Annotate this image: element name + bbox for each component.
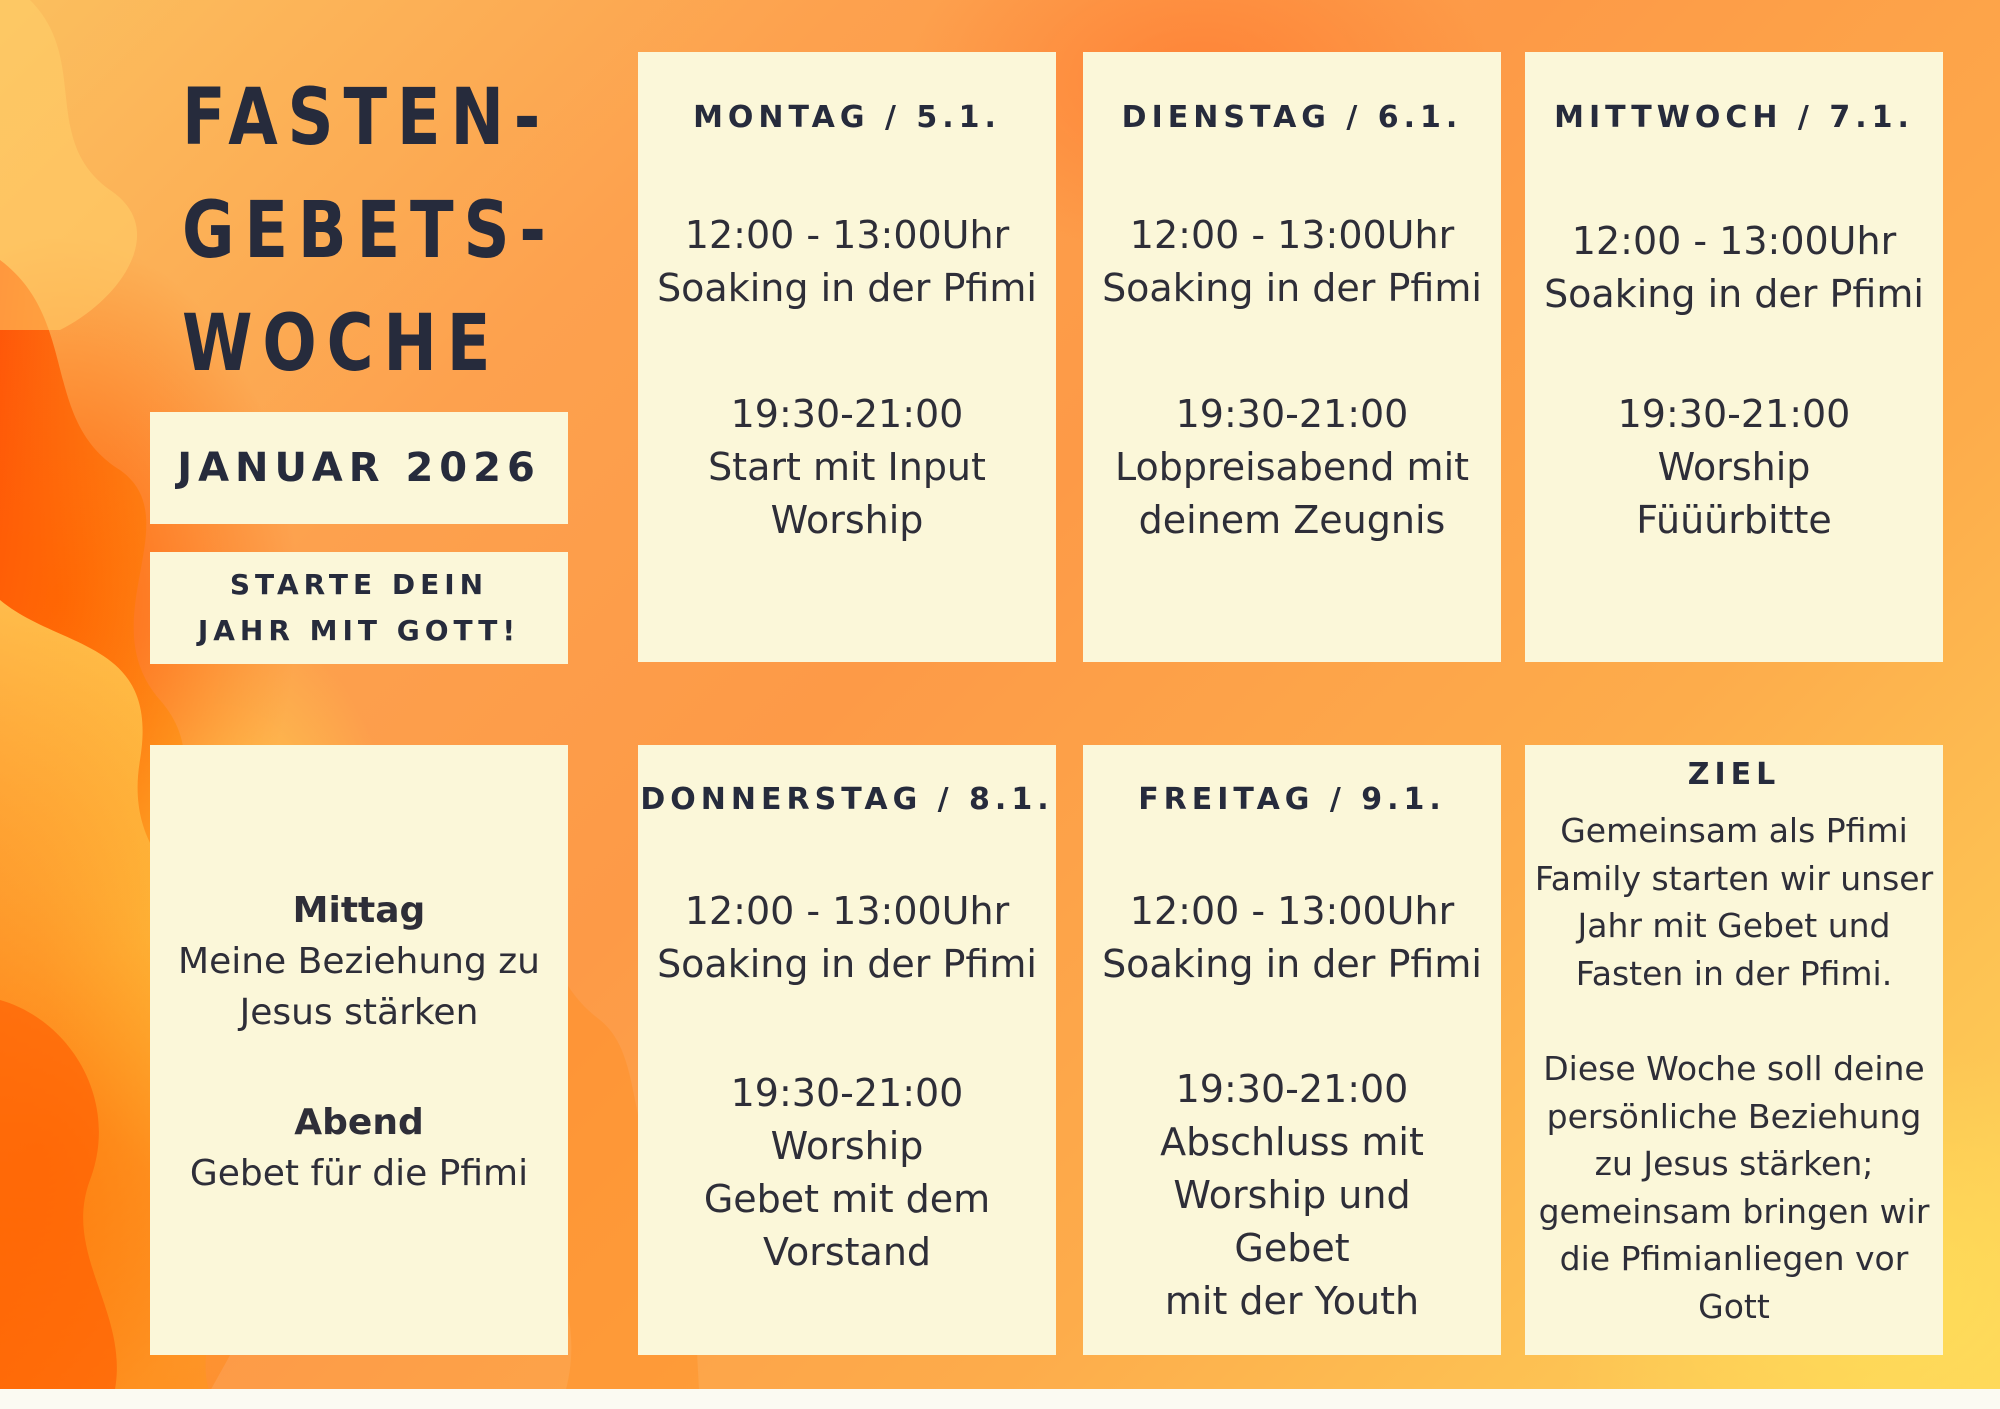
midday-text: Meine Beziehung zu	[178, 941, 540, 982]
title-line-3: WOCHE	[182, 299, 501, 389]
goal-header: ZIEL	[1687, 757, 1781, 792]
evening-line: mit der Youth	[1164, 1279, 1420, 1323]
noon-block	[638, 885, 1056, 991]
evening-line: Gebet mit dem	[703, 1177, 991, 1221]
goal-line: persönliche Beziehung	[1546, 1096, 1922, 1136]
evening-line: Worship und	[1173, 1173, 1411, 1217]
evening-line: Füüürbitte	[1636, 498, 1832, 542]
evening-line: Vorstand	[762, 1230, 932, 1274]
evening-focus	[150, 1097, 568, 1199]
noon-activity: Soaking in der Pfimi	[1102, 942, 1482, 986]
evening-line: deinem Zeugnis	[1138, 498, 1446, 542]
goal-line: Gott	[1698, 1286, 1770, 1326]
noon-time: 12:00 - 13:00Uhr	[684, 213, 1010, 257]
goal-line: zu Jesus stärken;	[1594, 1144, 1874, 1183]
page-title	[182, 62, 556, 401]
evening-line: Worship	[1657, 445, 1811, 489]
evening-line: Gebet	[1234, 1226, 1350, 1270]
day-header: DIENSTAG / 6.1.	[1121, 100, 1463, 135]
day-header: DONNERSTAG / 8.1.	[640, 782, 1054, 817]
title-line-2: GEBETS-	[182, 186, 556, 276]
title-line-1: FASTEN-	[182, 73, 551, 163]
noon-activity: Soaking in der Pfimi	[657, 266, 1037, 310]
slogan-box	[150, 552, 568, 664]
day-header: MITTWOCH / 7.1.	[1554, 100, 1914, 135]
noon-block	[1525, 215, 1943, 321]
goal-card	[1525, 745, 1943, 1355]
day-header: FREITAG / 9.1.	[1138, 782, 1446, 817]
midday-label: Mittag	[292, 890, 426, 931]
noon-time: 12:00 - 13:00Uhr	[1129, 213, 1455, 257]
evening-time: 19:30-21:00	[1175, 1067, 1409, 1111]
goal-paragraph-1	[1525, 807, 1943, 997]
day-card-friday	[1083, 745, 1501, 1355]
slogan-line-2: JAHR MIT GOTT!	[197, 614, 521, 647]
month-label: JANUAR 2026	[150, 412, 568, 524]
goal-line: gemeinsam bringen wir	[1538, 1191, 1930, 1231]
midday-text: Jesus stärken	[239, 992, 479, 1033]
evening-time: 19:30-21:00	[1617, 392, 1851, 436]
goal-line: Fasten in der Pfimi.	[1575, 953, 1893, 993]
evening-time: 19:30-21:00	[730, 1071, 964, 1115]
noon-time: 12:00 - 13:00Uhr	[684, 889, 1010, 933]
goal-line: Gemeinsam als Pfimi	[1560, 811, 1908, 850]
evening-line: Worship	[770, 498, 924, 542]
evening-block	[1525, 388, 1943, 547]
evening-block	[638, 1067, 1056, 1279]
evening-block	[1083, 1063, 1501, 1328]
daily-focus-card	[150, 745, 568, 1355]
evening-line: Start mit Input	[708, 445, 986, 489]
evening-line: Worship	[770, 1124, 924, 1168]
slogan-line-1: STARTE DEIN	[229, 568, 489, 601]
evening-time: 19:30-21:00	[730, 392, 964, 436]
day-card-wednesday	[1525, 52, 1943, 662]
evening-line: Abschluss mit	[1160, 1120, 1424, 1164]
noon-activity: Soaking in der Pfimi	[1102, 266, 1482, 310]
evening-block	[638, 388, 1056, 547]
noon-block	[638, 209, 1056, 315]
noon-block	[1083, 209, 1501, 315]
evening-label: Abend	[294, 1102, 424, 1143]
day-card-tuesday	[1083, 52, 1501, 662]
goal-line: Jahr mit Gebet und	[1577, 906, 1891, 945]
goal-line: Family starten wir unser	[1534, 858, 1934, 898]
evening-block	[1083, 388, 1501, 547]
day-header: MONTAG / 5.1.	[693, 100, 1001, 135]
goal-line: die Pfimianliegen vor	[1559, 1239, 1909, 1278]
bottom-edge-strip	[0, 1389, 2000, 1409]
noon-time: 12:00 - 13:00Uhr	[1129, 889, 1455, 933]
noon-block	[1083, 885, 1501, 991]
day-card-thursday	[638, 745, 1056, 1355]
noon-activity: Soaking in der Pfimi	[1544, 272, 1924, 316]
noon-activity: Soaking in der Pfimi	[657, 942, 1037, 986]
evening-line: Lobpreisabend mit	[1114, 445, 1470, 489]
evening-time: 19:30-21:00	[1175, 392, 1409, 436]
midday-focus	[150, 885, 568, 1038]
evening-text: Gebet für die Pfimi	[189, 1153, 529, 1194]
goal-paragraph-2	[1525, 1045, 1943, 1330]
day-card-monday	[638, 52, 1056, 662]
noon-time: 12:00 - 13:00Uhr	[1571, 219, 1897, 263]
goal-line: Diese Woche soll deine	[1543, 1049, 1925, 1088]
